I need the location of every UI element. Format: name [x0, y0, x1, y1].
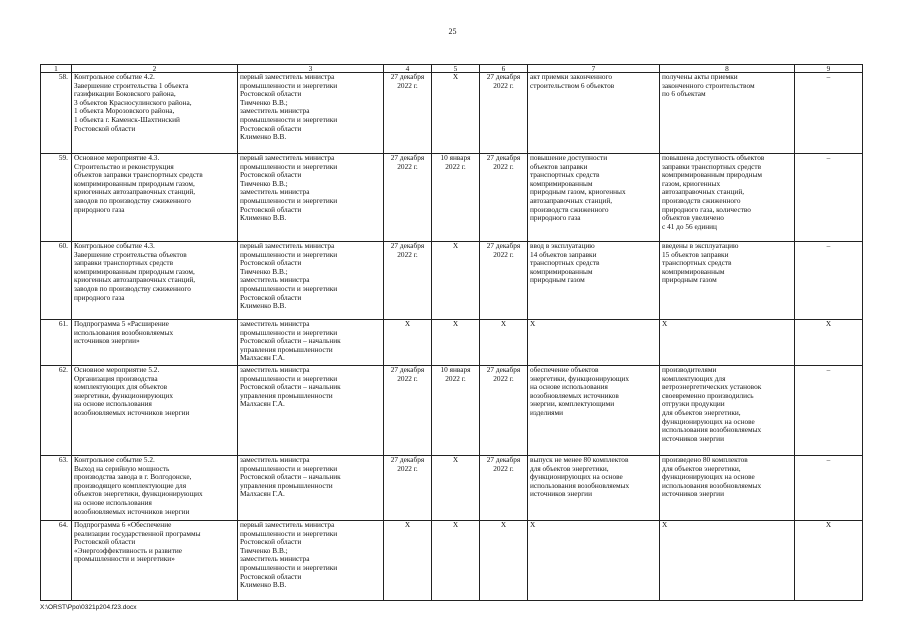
- column-header: 2: [72, 65, 238, 73]
- cell-line: для объектов энергетики,: [662, 407, 741, 417]
- cell-line: Клименко В.В.: [240, 132, 287, 142]
- cell-line: промышленности и энергетики»: [74, 554, 175, 564]
- cell-line: возобновляемых источников энергии: [74, 407, 190, 417]
- cell-line: промышленности и энергетики: [240, 161, 338, 171]
- cell-line: Х: [452, 455, 459, 464]
- cell-line: промышленности и энергетики: [240, 562, 338, 572]
- cell-line: Ростовской области: [74, 537, 136, 547]
- cell-line: производящего комплектующие для: [74, 480, 187, 490]
- table-body: [41, 73, 863, 601]
- event-name-cell: [72, 456, 238, 521]
- cell-line: «Энергоэффективность и развитие: [74, 545, 183, 555]
- responsible-cell: [238, 366, 384, 456]
- cell-line: 27 декабря: [486, 72, 521, 81]
- cell-line: Малхасян Г.А.: [240, 399, 285, 409]
- cell-line: 10 января: [440, 153, 471, 162]
- planned-date-cell: [384, 73, 432, 154]
- cell-line: природным газом, криогенных: [530, 187, 626, 197]
- expected-result-cell: [528, 242, 660, 320]
- cell-line: Ростовской области: [240, 89, 302, 99]
- cell-line: 2022 г.: [493, 373, 514, 383]
- column-header: 4: [384, 65, 432, 73]
- cell-line: Ростовской области: [240, 123, 302, 133]
- cell-line: объектов заправки: [530, 161, 588, 171]
- table-row: [41, 521, 863, 601]
- cell-line: Х: [452, 72, 459, 81]
- cell-line: 27 декабря: [486, 365, 521, 374]
- actual-date-cell: [480, 366, 528, 456]
- cell-line: транспортных средств: [662, 258, 732, 268]
- cell-line: Х: [452, 319, 459, 328]
- cell-line: изделиями: [530, 407, 564, 417]
- cell-line: природного газа: [530, 213, 581, 223]
- cell-line: Завершение строительства 1 объекта: [74, 80, 189, 90]
- expected-result-cell: [528, 73, 660, 154]
- cell-line: Тимченко В.В.;: [240, 97, 288, 107]
- cell-line: 2022 г.: [397, 249, 418, 259]
- cell-line: 2022 г.: [397, 463, 418, 473]
- cell-line: 27 декабря: [486, 455, 521, 464]
- expected-result-cell: [528, 366, 660, 456]
- cell-line: комплектующих для объектов: [74, 382, 168, 392]
- cell-line: природным газом: [530, 275, 585, 285]
- cell-line: для объектов энергетики,: [662, 463, 741, 473]
- cell-line: Контрольное событие 4.2.: [74, 72, 155, 81]
- cell-line: промышленности и энергетики: [240, 249, 338, 259]
- cell-line: своевременно производились: [662, 390, 754, 400]
- cell-line: Выход на серийную мощность: [74, 463, 170, 473]
- header-row: [41, 65, 863, 73]
- actual-result-cell: [660, 73, 795, 154]
- row-number: 60.: [41, 242, 72, 320]
- cell-line: Ростовской области: [240, 292, 302, 302]
- cell-line: Завершение строительства объектов: [74, 249, 187, 259]
- expected-result-cell: [528, 320, 660, 366]
- cell-line: выпуск не менее 80 комплектов: [530, 455, 629, 464]
- actual-date-cell: [480, 320, 528, 366]
- cell-line: заправки транспортных средств: [74, 258, 174, 268]
- cell-line: Х: [452, 520, 459, 529]
- start-date-cell: [432, 320, 480, 366]
- actual-result-cell: [660, 154, 795, 242]
- cell-line: 27 декабря: [486, 241, 521, 250]
- cell-line: акт приемки законченного: [530, 72, 612, 81]
- cell-line: Х: [530, 319, 536, 328]
- cell-line: 2022 г.: [397, 373, 418, 383]
- cell-line: функционирующих на основе: [530, 472, 623, 482]
- cell-line: заводов по производству сжиженного: [74, 195, 191, 205]
- cell-line: Малхасян Г.А.: [240, 353, 285, 363]
- cell-line: возобновляемых источников энергии: [74, 506, 190, 516]
- expected-result-cell: [528, 521, 660, 601]
- cell-line: промышленности и энергетики: [240, 80, 338, 90]
- cell-line: криогенных автозаправочных станций,: [74, 187, 196, 197]
- cell-line: источников энергии: [662, 489, 724, 499]
- cell-line: Ростовской области: [240, 258, 302, 268]
- cell-line: Основное мероприятие 5.2.: [74, 365, 160, 374]
- cell-line: Ростовской области – начальник: [240, 336, 341, 346]
- cell-line: газификации Боковского района,: [74, 89, 176, 99]
- cell-line: использования возобновляемых: [662, 425, 762, 435]
- cell-line: заместитель министра: [240, 106, 310, 116]
- cell-line: 27 декабря: [390, 455, 425, 464]
- cell-line: природного газа: [74, 292, 125, 302]
- event-name-cell: [72, 154, 238, 242]
- cell-line: производств сжиженного: [662, 195, 741, 205]
- cell-line: компримированным: [530, 266, 593, 276]
- cell-line: компримированным природным газом,: [74, 178, 195, 188]
- cell-line: производства завода в г. Волгодонске,: [74, 472, 192, 482]
- cell-line: криогенных автозаправочных станций,: [74, 275, 196, 285]
- cell-line: Основное мероприятие 4.3.: [74, 153, 160, 162]
- cell-line: управления промышленности: [240, 390, 333, 400]
- start-date-cell: [432, 154, 480, 242]
- cell-line: Строительство и реконструкция: [74, 161, 174, 171]
- note-cell: –: [795, 73, 863, 154]
- cell-line: произведено 80 комплектов: [662, 455, 748, 464]
- cell-line: газом, криогенных: [662, 178, 721, 188]
- table-row: [41, 73, 863, 154]
- start-date-cell: [432, 456, 480, 521]
- planned-date-cell: [384, 456, 432, 521]
- cell-line: энергии, комплектующими: [530, 399, 615, 409]
- cell-line: 1 объекта Морозовского района,: [74, 106, 175, 116]
- expected-result-cell: [528, 154, 660, 242]
- cell-line: получены акты приемки: [662, 72, 738, 81]
- cell-line: объектов энергетики, функционирующих: [74, 489, 203, 499]
- planned-date-cell: [384, 366, 432, 456]
- cell-line: промышленности и энергетики: [240, 528, 338, 538]
- cell-line: промышленности и энергетики: [240, 327, 338, 337]
- note-cell: –: [795, 242, 863, 320]
- cell-line: источников энергии: [662, 433, 724, 443]
- row-number: 59.: [41, 154, 72, 242]
- event-name-cell: [72, 320, 238, 366]
- planned-date-cell: [384, 320, 432, 366]
- actual-date-cell: [480, 242, 528, 320]
- cell-line: управления промышленности: [240, 344, 333, 354]
- responsible-cell: [238, 456, 384, 521]
- cell-line: природного газа: [74, 204, 125, 214]
- cell-line: Ростовской области: [240, 537, 302, 547]
- cell-line: 2022 г.: [445, 161, 466, 171]
- cell-line: первый заместитель министра: [240, 72, 335, 81]
- actual-date-cell: [480, 73, 528, 154]
- cell-line: на основе использования: [530, 382, 608, 392]
- row-number: 61.: [41, 320, 72, 366]
- cell-line: заместитель министра: [240, 365, 310, 374]
- cell-line: природного газа, количество: [662, 204, 751, 214]
- cell-line: 2022 г.: [493, 249, 514, 259]
- cell-line: 2022 г.: [493, 80, 514, 90]
- cell-line: Клименко В.В.: [240, 301, 287, 311]
- note-cell: Х: [795, 320, 863, 366]
- cell-line: автозаправочных станций,: [530, 195, 613, 205]
- cell-line: Малхасян Г.А.: [240, 489, 285, 499]
- table-row: [41, 320, 863, 366]
- cell-line: строительством 6 объектов: [530, 80, 615, 90]
- cell-line: Тимченко В.В.;: [240, 545, 288, 555]
- cell-line: энергетики, функционирующих: [74, 390, 173, 400]
- actual-result-cell: [660, 242, 795, 320]
- cell-line: на основе использования: [74, 399, 152, 409]
- actual-result-cell: [660, 366, 795, 456]
- cell-line: использования возобновляемых: [74, 327, 174, 337]
- actual-result-cell: [660, 521, 795, 601]
- cell-line: по 6 объектам: [662, 89, 706, 99]
- cell-line: транспортных средств: [530, 258, 600, 268]
- cell-line: компримированным: [530, 178, 593, 188]
- cell-line: заместитель министра: [240, 187, 310, 197]
- cell-line: с 41 до 56 единиц: [662, 221, 717, 231]
- cell-line: природным газом: [662, 275, 717, 285]
- responsible-cell: [238, 320, 384, 366]
- cell-line: Х: [662, 520, 668, 529]
- cell-line: Ростовской области – начальник: [240, 472, 341, 482]
- note-cell: –: [795, 366, 863, 456]
- cell-line: 2022 г.: [397, 80, 418, 90]
- cell-line: использования возобновляемых: [662, 480, 762, 490]
- start-date-cell: [432, 366, 480, 456]
- cell-line: Х: [404, 520, 411, 529]
- cell-line: Х: [500, 520, 507, 529]
- cell-line: Х: [404, 319, 411, 328]
- cell-line: заместитель министра: [240, 554, 310, 564]
- note-cell: –: [795, 154, 863, 242]
- actual-date-cell: [480, 456, 528, 521]
- start-date-cell: [432, 521, 480, 601]
- cell-line: производителями: [662, 365, 717, 374]
- cell-line: 15 объектов заправки: [662, 249, 729, 259]
- event-name-cell: [72, 73, 238, 154]
- cell-line: возобновляемых источников: [530, 390, 619, 400]
- actual-result-cell: [660, 456, 795, 521]
- start-date-cell: [432, 242, 480, 320]
- cell-line: компримированным: [662, 266, 725, 276]
- cell-line: первый заместитель министра: [240, 241, 335, 250]
- report-table: [40, 64, 863, 601]
- cell-line: Клименко В.В.: [240, 213, 287, 223]
- row-number: 62.: [41, 366, 72, 456]
- table-row: [41, 456, 863, 521]
- cell-line: ввод в эксплуатацию: [530, 241, 595, 250]
- cell-line: транспортных средств: [530, 170, 600, 180]
- cell-line: компримированным природным газом,: [74, 266, 195, 276]
- cell-line: первый заместитель министра: [240, 520, 335, 529]
- cell-line: автозаправочных станций,: [662, 187, 745, 197]
- cell-line: промышленности и энергетики: [240, 114, 338, 124]
- table-row: [41, 366, 863, 456]
- column-header: 3: [238, 65, 384, 73]
- cell-line: Ростовской области: [74, 123, 136, 133]
- planned-date-cell: [384, 154, 432, 242]
- cell-line: Контрольное событие 4.3.: [74, 241, 155, 250]
- cell-line: заместитель министра: [240, 455, 310, 464]
- cell-line: Клименко В.В.: [240, 580, 287, 590]
- column-header: 7: [528, 65, 660, 73]
- event-name-cell: [72, 242, 238, 320]
- cell-line: промышленности и энергетики: [240, 463, 338, 473]
- cell-line: 3 объектов Красносулинского района,: [74, 97, 192, 107]
- cell-line: заместитель министра: [240, 319, 310, 328]
- cell-line: Тимченко В.В.;: [240, 178, 288, 188]
- table-row: [41, 242, 863, 320]
- cell-line: производств сжиженного: [530, 204, 609, 214]
- cell-line: промышленности и энергетики: [240, 283, 338, 293]
- column-header: 6: [480, 65, 528, 73]
- cell-line: 2022 г.: [397, 161, 418, 171]
- row-number: 63.: [41, 456, 72, 521]
- cell-line: Подпрограмма 5 «Расширение: [74, 319, 169, 328]
- cell-line: введены в эксплуатацию: [662, 241, 739, 250]
- cell-line: энергетики, функционирующих: [530, 373, 629, 383]
- cell-line: источников энергии»: [74, 336, 140, 346]
- cell-line: 2022 г.: [445, 373, 466, 383]
- cell-line: ветроэнергетических установок: [662, 382, 762, 392]
- cell-line: источников энергии: [530, 489, 592, 499]
- cell-line: заправки транспортных средств: [662, 161, 762, 171]
- cell-line: 27 декабря: [390, 365, 425, 374]
- cell-line: реализации государственной программы: [74, 528, 201, 538]
- cell-line: 27 декабря: [390, 153, 425, 162]
- cell-line: Ростовской области: [240, 170, 302, 180]
- file-path-footer: X:\ORST\Ppo\0321p204.f23.docx: [40, 604, 137, 611]
- cell-line: Х: [530, 520, 536, 529]
- cell-line: Ростовской области: [240, 571, 302, 581]
- planned-date-cell: [384, 242, 432, 320]
- column-header: 8: [660, 65, 795, 73]
- cell-line: Х: [500, 319, 507, 328]
- planned-date-cell: [384, 521, 432, 601]
- responsible-cell: [238, 154, 384, 242]
- actual-date-cell: [480, 521, 528, 601]
- cell-line: 2022 г.: [493, 161, 514, 171]
- table-row: [41, 154, 863, 242]
- cell-line: Контрольное событие 5.2.: [74, 455, 155, 464]
- row-number: 58.: [41, 73, 72, 154]
- cell-line: 10 января: [440, 365, 471, 374]
- column-header: 9: [795, 65, 863, 73]
- cell-line: 27 декабря: [390, 241, 425, 250]
- expected-result-cell: [528, 456, 660, 521]
- cell-line: управления промышленности: [240, 480, 333, 490]
- event-name-cell: [72, 366, 238, 456]
- responsible-cell: [238, 73, 384, 154]
- cell-line: 2022 г.: [493, 463, 514, 473]
- cell-line: объектов увеличено: [662, 213, 724, 223]
- cell-line: Ростовской области: [240, 204, 302, 214]
- cell-line: для объектов энергетики,: [530, 463, 609, 473]
- cell-line: на основе использования: [74, 497, 152, 507]
- column-header: 5: [432, 65, 480, 73]
- actual-date-cell: [480, 154, 528, 242]
- note-cell: –: [795, 456, 863, 521]
- note-cell: Х: [795, 521, 863, 601]
- cell-line: обеспечение объектов: [530, 365, 599, 374]
- cell-line: повышена доступность объектов: [662, 153, 765, 162]
- row-number: 64.: [41, 521, 72, 601]
- cell-line: Ростовской области – начальник: [240, 382, 341, 392]
- page-number: 25: [448, 27, 457, 36]
- cell-line: компримированным природным: [662, 170, 763, 180]
- cell-line: Тимченко В.В.;: [240, 266, 288, 276]
- cell-line: заместитель министра: [240, 275, 310, 285]
- cell-line: Организация производства: [74, 373, 158, 383]
- cell-line: 27 декабря: [486, 153, 521, 162]
- cell-line: объектов заправки транспортных средств: [74, 170, 203, 180]
- actual-result-cell: [660, 320, 795, 366]
- cell-line: комплектующих для: [662, 373, 726, 383]
- event-name-cell: [72, 521, 238, 601]
- start-date-cell: [432, 73, 480, 154]
- cell-line: первый заместитель министра: [240, 153, 335, 162]
- cell-line: 27 декабря: [390, 72, 425, 81]
- cell-line: Х: [662, 319, 668, 328]
- cell-line: использования возобновляемых: [530, 480, 630, 490]
- responsible-cell: [238, 521, 384, 601]
- cell-line: 1 объекта г. Каменск-Шахтинский: [74, 114, 180, 124]
- cell-line: заводов по производству сжиженного: [74, 283, 191, 293]
- responsible-cell: [238, 242, 384, 320]
- cell-line: 14 объектов заправки: [530, 249, 597, 259]
- cell-line: промышленности и энергетики: [240, 373, 338, 383]
- cell-line: Подпрограмма 6 «Обеспечение: [74, 520, 172, 529]
- cell-line: промышленности и энергетики: [240, 195, 338, 205]
- cell-line: законченного строительством: [662, 80, 755, 90]
- cell-line: функционирующих на основе: [662, 472, 755, 482]
- cell-line: функционирующих на основе: [662, 416, 755, 426]
- cell-line: повышение доступности: [530, 153, 608, 162]
- cell-line: Х: [452, 241, 459, 250]
- column-header: 1: [41, 65, 72, 73]
- cell-line: отгрузки продукции: [662, 399, 725, 409]
